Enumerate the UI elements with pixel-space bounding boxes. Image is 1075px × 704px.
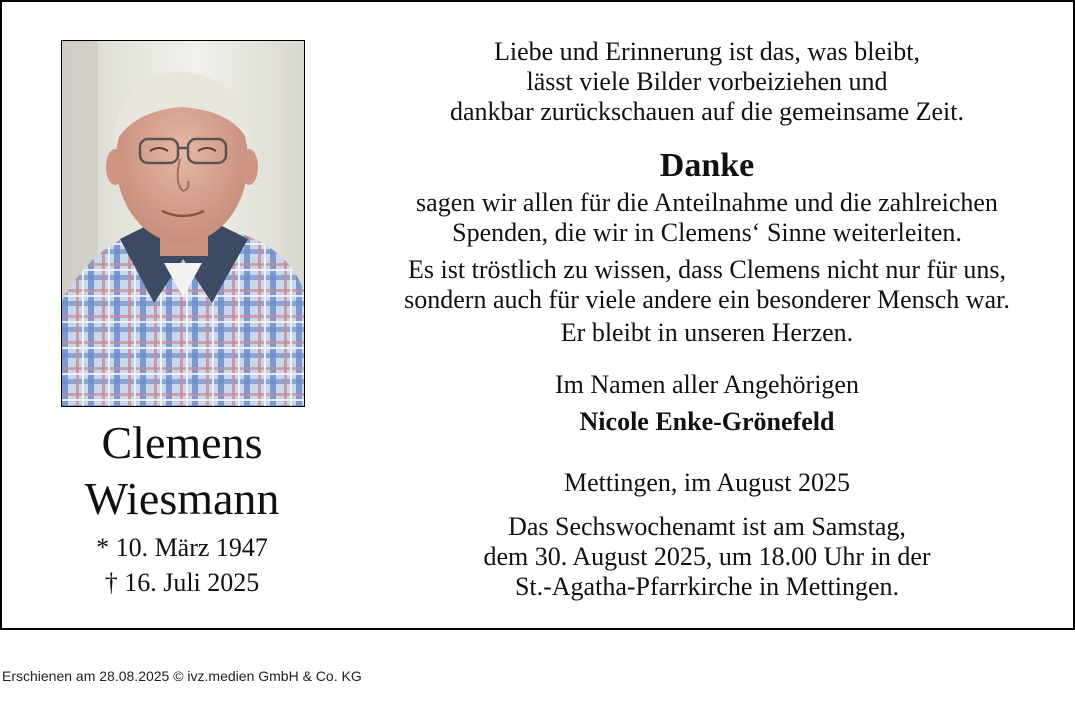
thanks-line: Spenden, die wir in Clemens‘ Sinne weiterleiten. (452, 218, 962, 247)
service-line: St.-Agatha-Pfarrkirche in Mettingen. (514, 572, 900, 601)
remembrance-line: Er bleibt in unseren Herzen. (560, 318, 854, 347)
comfort-line: sondern auch für viele andere ein besonderer Mensch war. (404, 285, 1010, 314)
deceased-last-name: Wiesmann (84, 473, 280, 524)
publication-credit: Erschienen am 28.08.2025 © ivz.medien GmbH & Co. KG (2, 668, 362, 684)
place-and-date: Mettingen, im August 2025 (564, 468, 850, 497)
birth-date: * 10. März 1947 (96, 533, 268, 562)
portrait-photo (61, 40, 305, 407)
death-date: † 16. Juli 2025 (104, 568, 260, 597)
deceased-first-name: Clemens (101, 417, 263, 468)
comfort-text (357, 255, 1057, 315)
poem-line: lässt viele Bilder vorbeiziehen und (526, 67, 888, 96)
thanks-line: sagen wir allen für die Anteilnahme und die zahlreichen (416, 188, 998, 217)
poem-line: dankbar zurückschauen auf die gemeinsame Zeit. (450, 97, 964, 126)
poem-verse (357, 37, 1057, 127)
poem-line: Liebe und Erinnerung ist das, was bleibt, (493, 37, 921, 66)
comfort-line: Es ist tröstlich zu wissen, dass Clemens nicht nur für uns, (408, 255, 1006, 284)
service-line: Das Sechswochenamt ist am Samstag, (508, 512, 906, 541)
thanks-text (357, 188, 1057, 248)
on-behalf-line: Im Namen aller Angehörigen (555, 370, 859, 399)
thanks-heading: Danke (659, 147, 755, 184)
signatory-name: Nicole Enke-Grönefeld (579, 407, 835, 436)
service-line: dem 30. August 2025, um 18.00 Uhr in der (483, 542, 931, 571)
memorial-service-info (357, 512, 1057, 602)
